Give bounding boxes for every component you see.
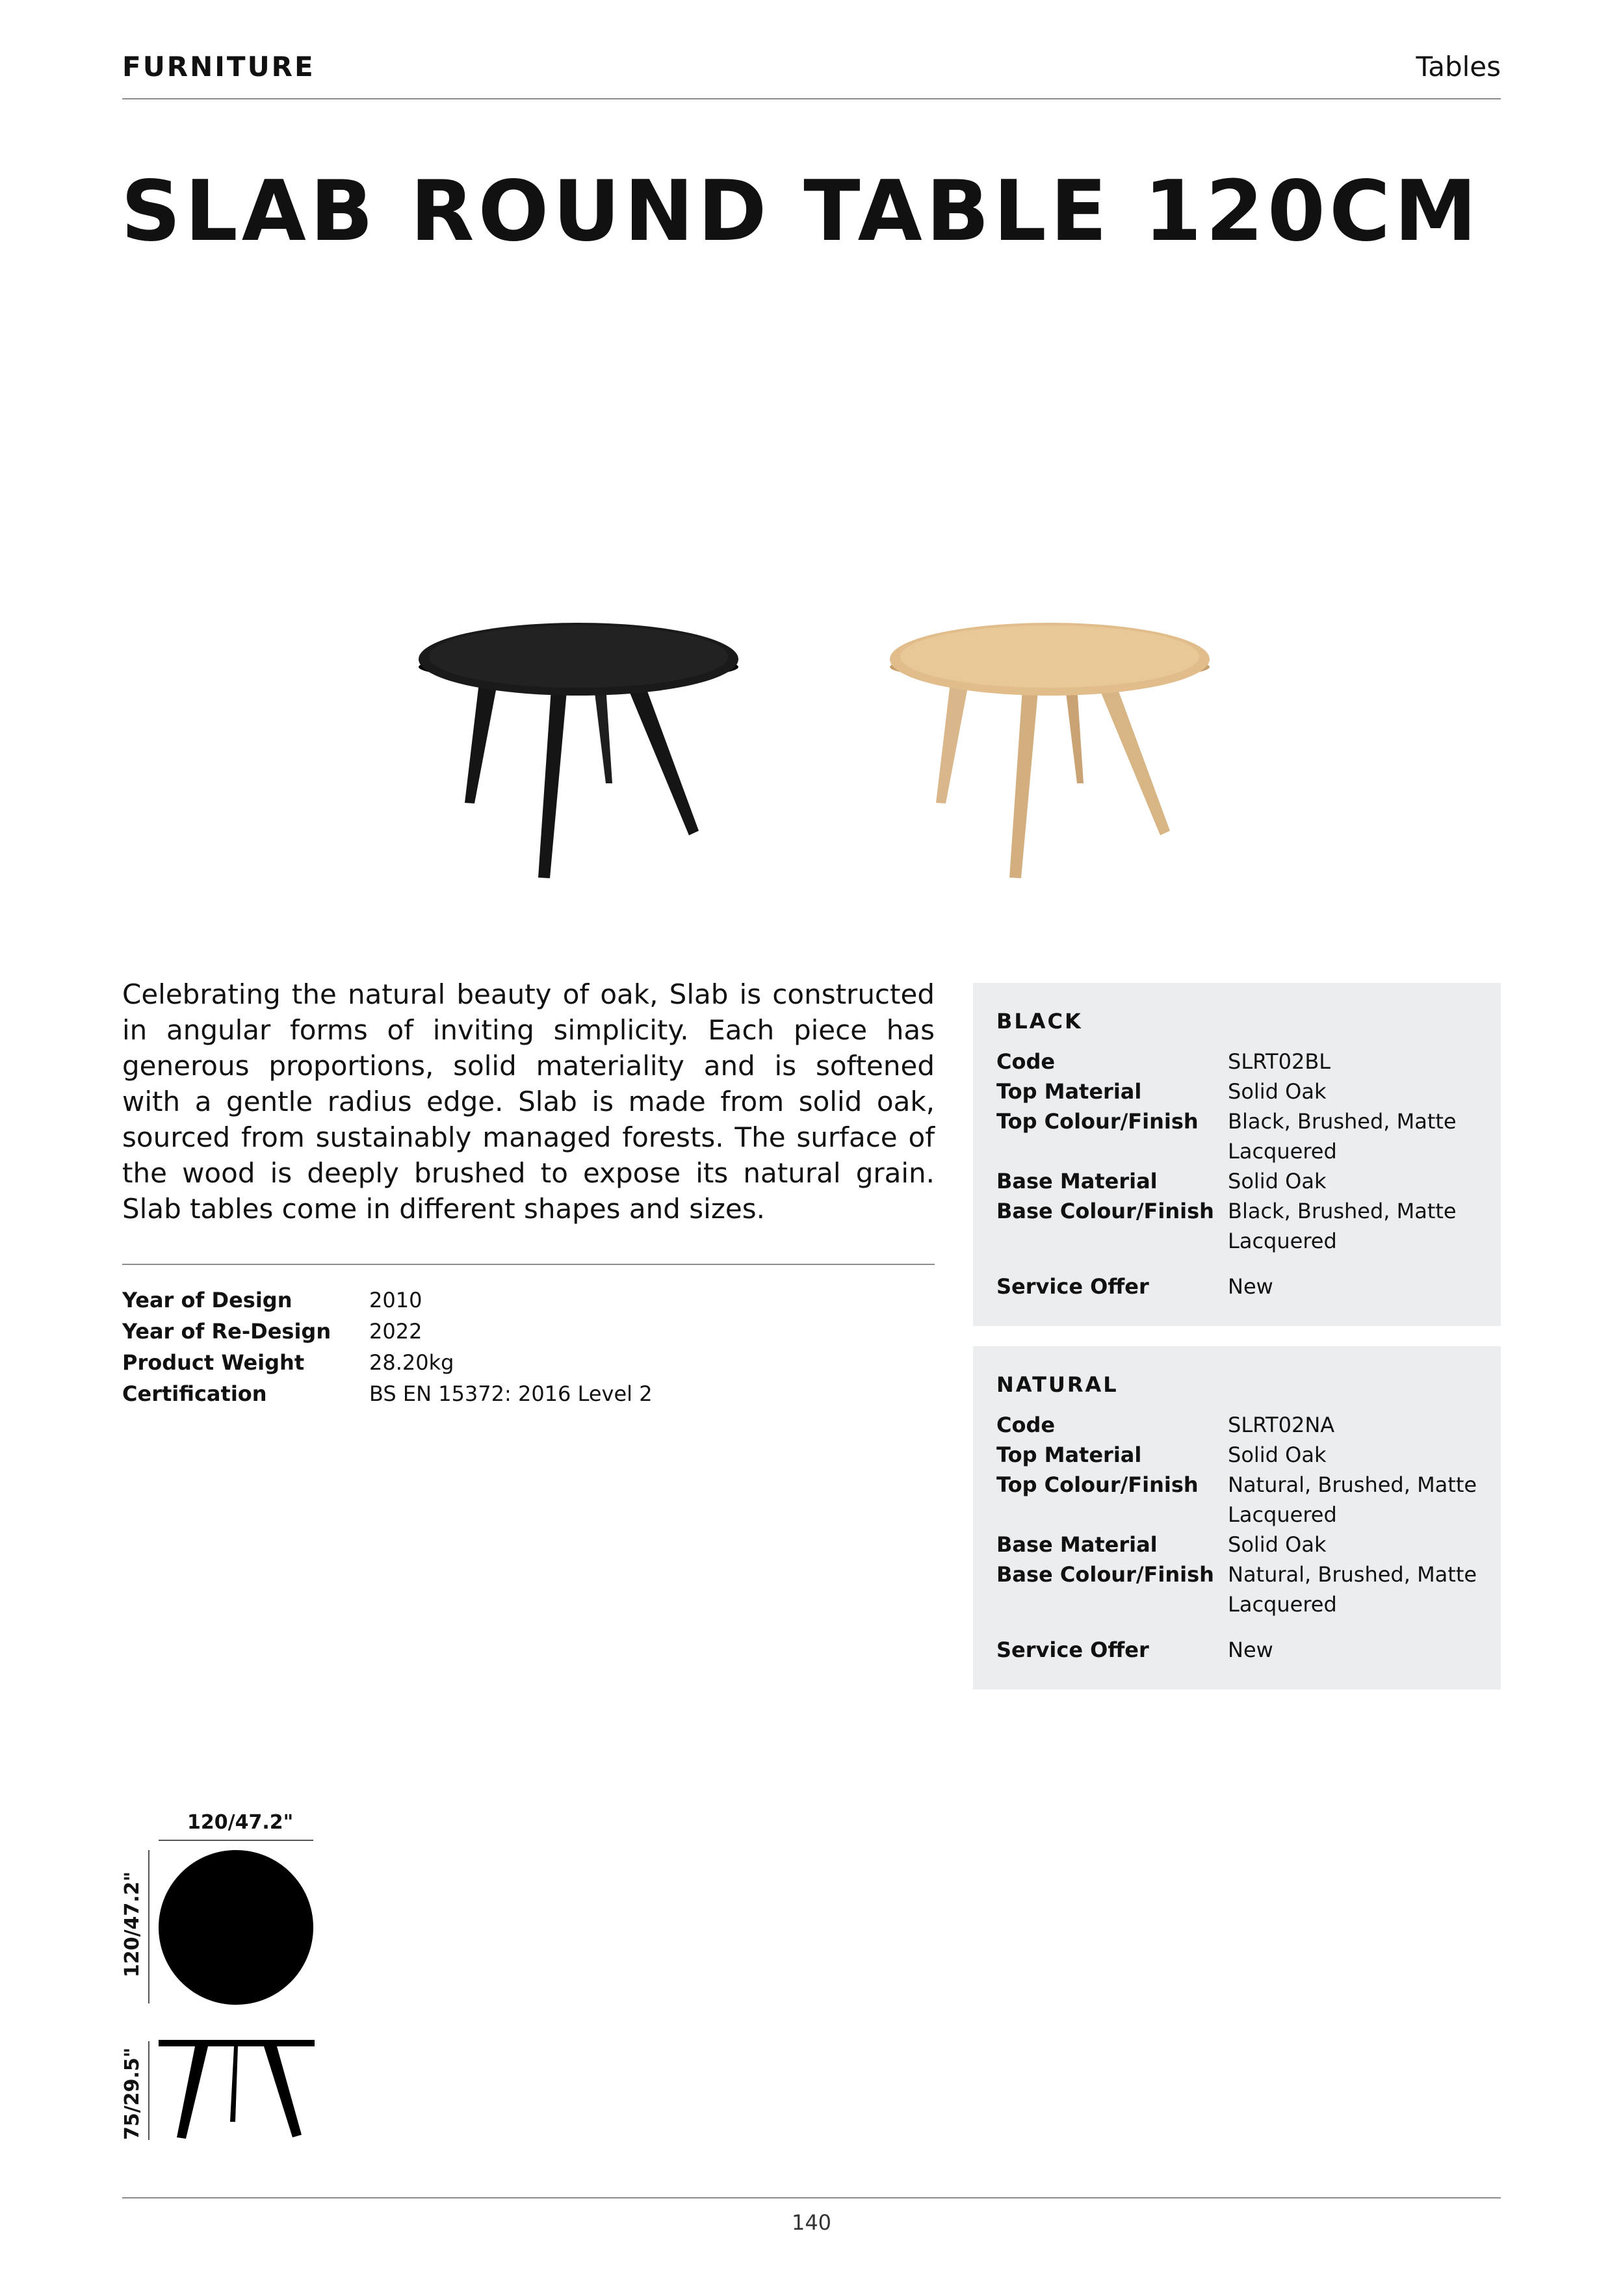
- spec-label: Base Colour/Finish: [996, 1199, 1214, 1223]
- spec-value: SLRT02BL: [1228, 1049, 1331, 1074]
- spec-value: Natural, Brushed, Matte Lacquered: [1228, 1562, 1477, 1617]
- spec-value: Natural, Brushed, Matte Lacquered: [1228, 1472, 1477, 1527]
- fact-label: Certification: [122, 1381, 267, 1406]
- fact-value: BS EN 15372: 2016 Level 2: [369, 1381, 653, 1406]
- variant-title: BLACK: [996, 1009, 1083, 1034]
- fact-row: [122, 1316, 653, 1347]
- fact-value: 2022: [369, 1319, 422, 1344]
- description-divider: [122, 1264, 935, 1265]
- spec-value: New: [1228, 1637, 1273, 1662]
- dimension-width-line: [159, 1840, 313, 1841]
- fact-label: Year of Design: [122, 1288, 292, 1312]
- spec-label: Service Offer: [996, 1637, 1149, 1662]
- spec-value: Black, Brushed, Matte Lacquered: [1228, 1199, 1457, 1253]
- variant-panel-black: [973, 983, 1501, 1326]
- header-divider: [122, 98, 1501, 99]
- variant-panel-natural: [973, 1346, 1501, 1689]
- header-category: FURNITURE: [122, 51, 315, 83]
- spec-value: Solid Oak: [1228, 1079, 1327, 1104]
- dimension-width-label: 120/47.2": [187, 1811, 294, 1834]
- spec-label: Base Colour/Finish: [996, 1562, 1214, 1587]
- fact-label: Year of Re-Design: [122, 1319, 331, 1344]
- page-number: 140: [791, 2210, 832, 2235]
- product-image-black: [409, 605, 747, 891]
- fact-row: [122, 1347, 653, 1378]
- footer-divider: [122, 2197, 1501, 2198]
- variant-title: NATURAL: [996, 1372, 1119, 1397]
- spec-value: SLRT02NA: [1228, 1413, 1335, 1437]
- spec-value: Black, Brushed, Matte Lacquered: [1228, 1109, 1457, 1164]
- spec-value: Solid Oak: [1228, 1169, 1327, 1194]
- side-view-drawing: [157, 2037, 316, 2141]
- fact-label: Product Weight: [122, 1350, 305, 1375]
- dimension-depth-label: 120/47.2": [121, 1871, 144, 1977]
- top-view-drawing: [157, 1849, 315, 2006]
- spec-label: Top Material: [996, 1442, 1142, 1467]
- product-facts: [122, 1285, 653, 1409]
- spec-label: Code: [996, 1413, 1056, 1437]
- spec-value: Solid Oak: [1228, 1532, 1327, 1557]
- spec-label: Service Offer: [996, 1274, 1149, 1299]
- spec-label: Top Colour/Finish: [996, 1109, 1199, 1134]
- spec-label: Code: [996, 1049, 1056, 1074]
- fact-value: 2010: [369, 1288, 422, 1312]
- dimension-depth-line: [148, 1850, 149, 2003]
- fact-value: 28.20kg: [369, 1350, 454, 1375]
- product-description: Celebrating the natural beauty of oak, Slab is constructed in angular forms of inviting simplicity. Each piece has generous proportions, solid materiality and is softened with a gentle radius edge. Slab is made from solid oak, sourced from sustainably managed forests. The surface of the wood is deeply brushed to expose its natural grain. Slab tables come in different shapes and sizes.: [122, 978, 935, 1225]
- dimension-height-line: [148, 2041, 149, 2140]
- spec-label: Base Material: [996, 1169, 1158, 1194]
- page-title: SLAB ROUND TABLE 120CM: [121, 163, 1481, 260]
- spec-label: Base Material: [996, 1532, 1158, 1557]
- spec-label: Top Colour/Finish: [996, 1472, 1199, 1497]
- fact-row: [122, 1378, 653, 1409]
- spec-value: Solid Oak: [1228, 1442, 1327, 1467]
- spec-label: Top Material: [996, 1079, 1142, 1104]
- fact-row: [122, 1285, 653, 1316]
- product-image-natural: [881, 605, 1219, 891]
- dimension-height-label: 75/29.5": [121, 2047, 144, 2140]
- spec-value: New: [1228, 1274, 1273, 1299]
- header-section: Tables: [1416, 51, 1501, 83]
